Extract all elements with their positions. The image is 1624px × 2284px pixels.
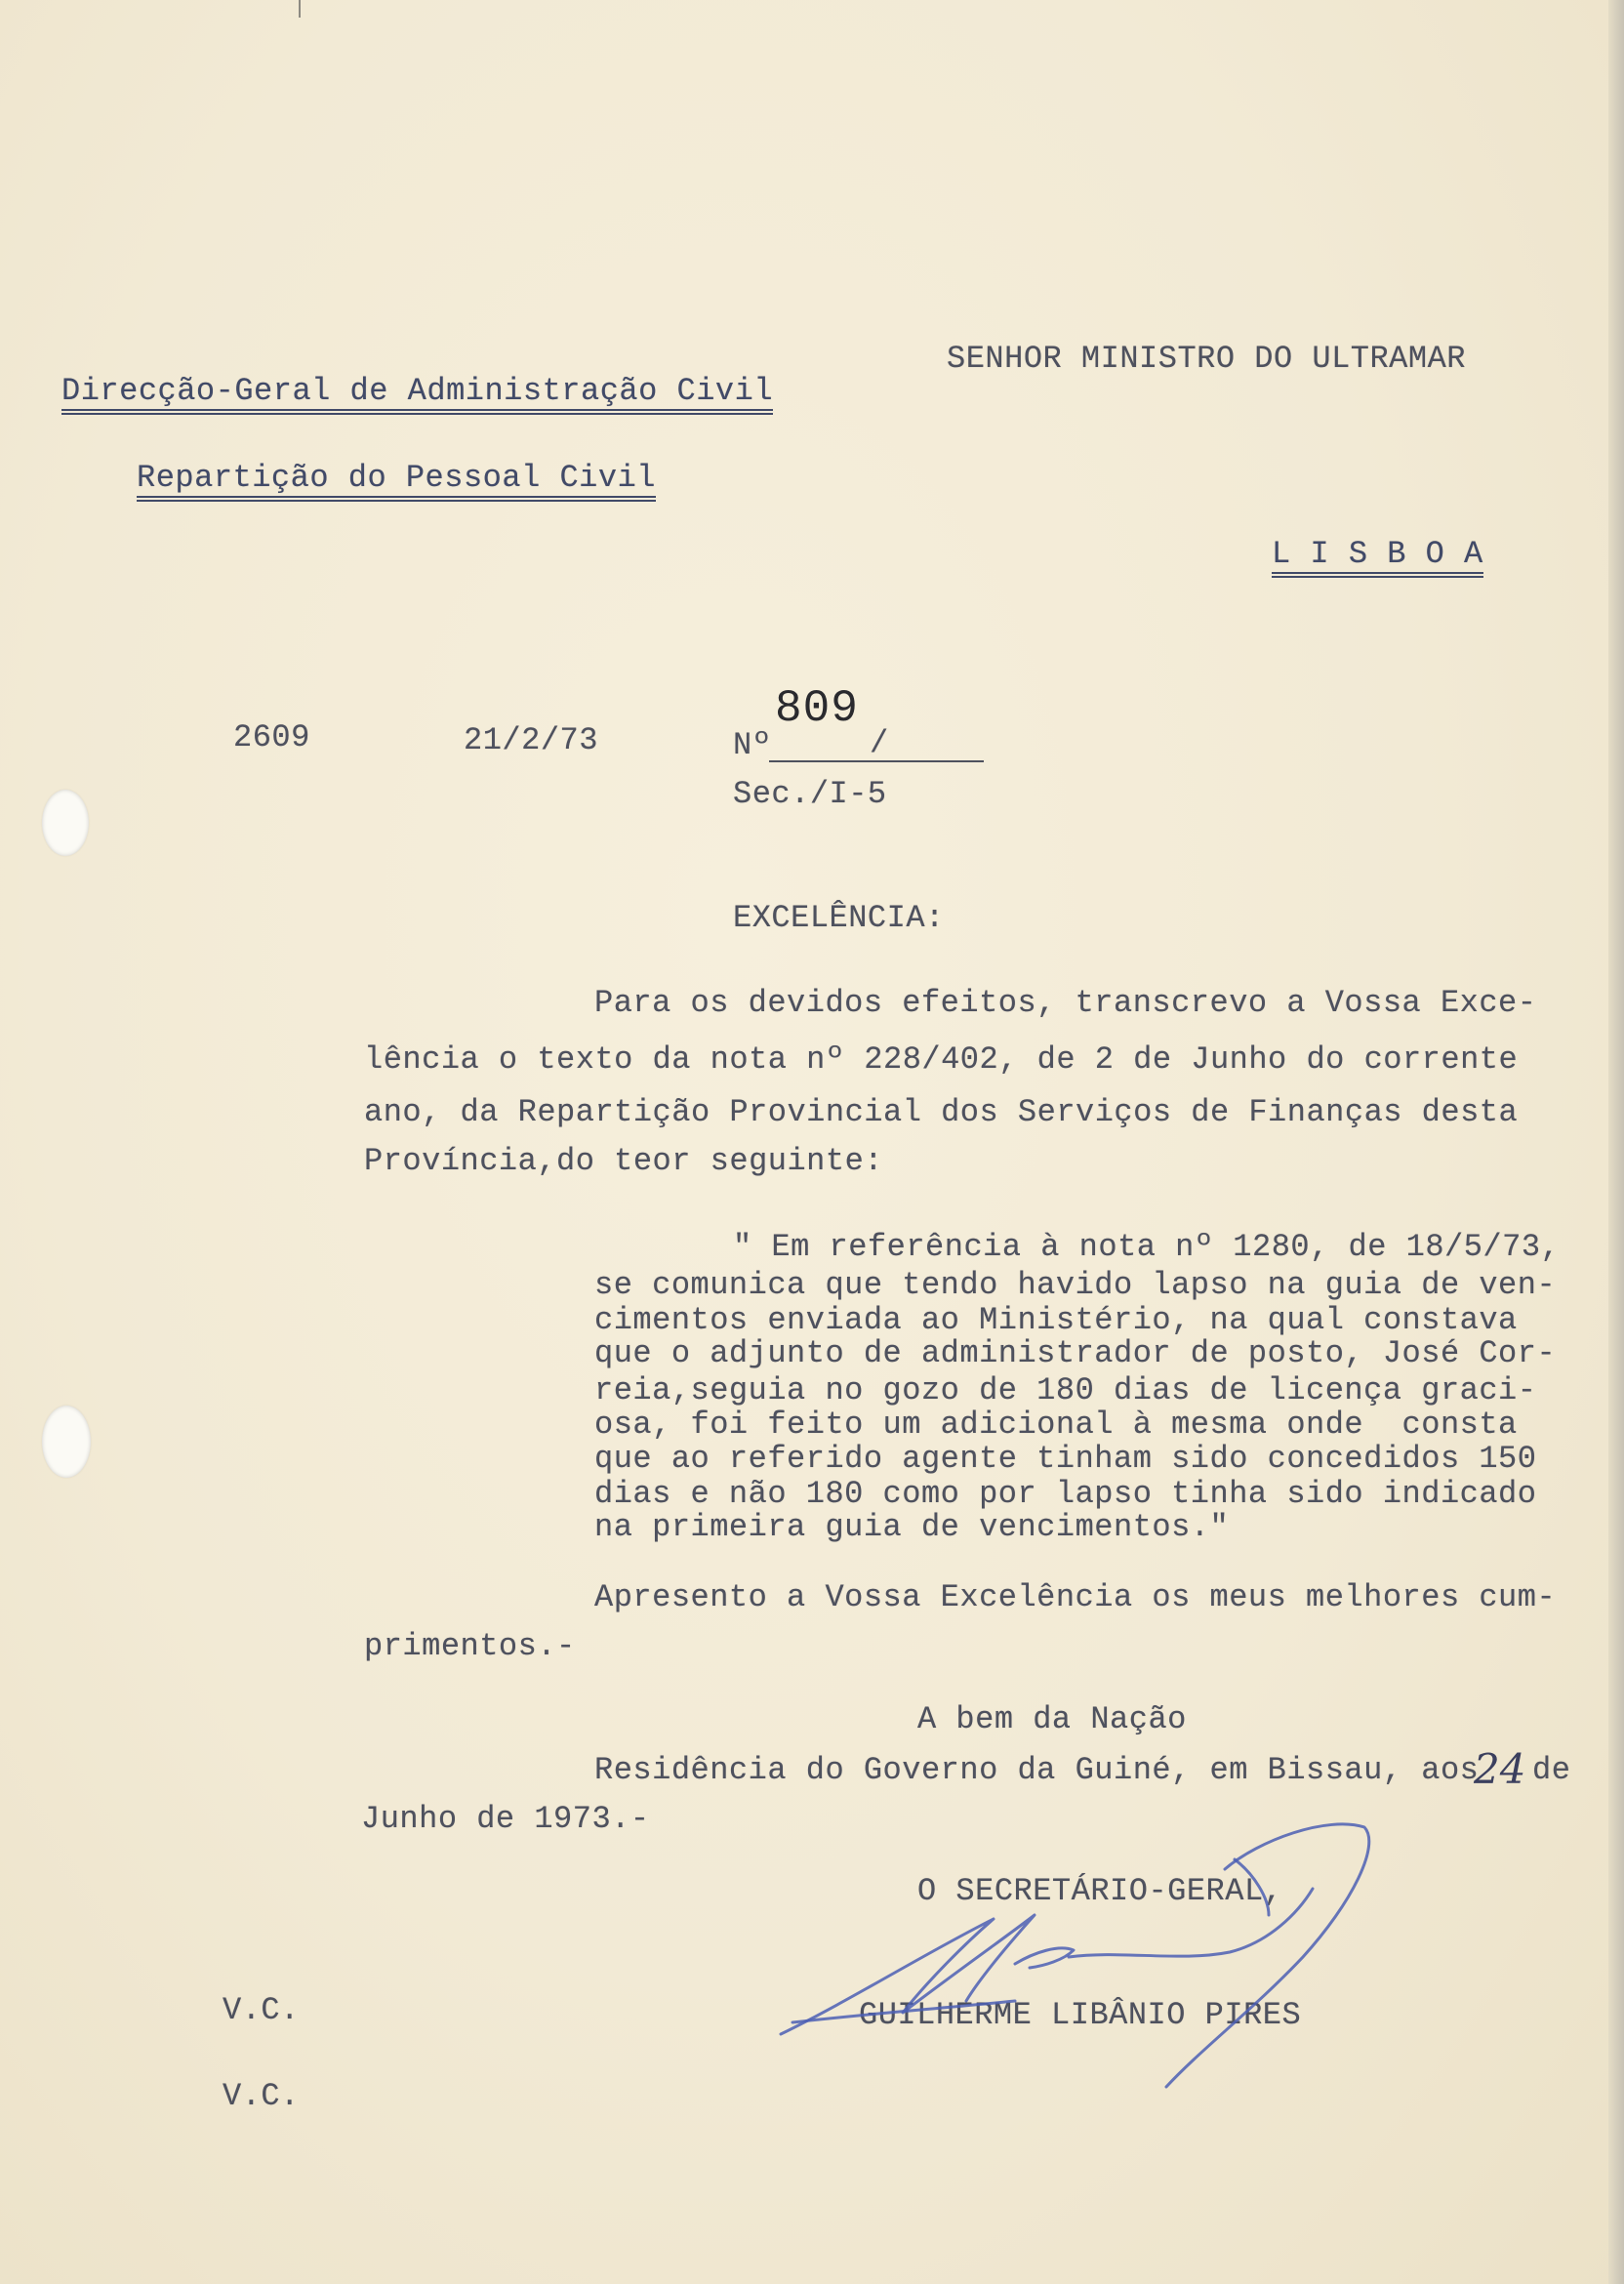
quote-line: cimentos enviada ao Ministério, na qual constava (594, 1302, 1518, 1338)
place-line: Residência do Governo da Guiné, em Bissau, aos (594, 1752, 1480, 1788)
signer-name: GUILHERME LIBÂNIO PIRES (859, 1997, 1302, 2033)
punch-hole-top (42, 790, 89, 856)
date-line: Junho de 1973.- (361, 1801, 650, 1837)
annotation-vc: V.C. (223, 1992, 300, 2028)
text-line: primentos.- (364, 1628, 576, 1664)
quote-line: reia,seguia no gozo de 180 dias de licença graci- (594, 1372, 1537, 1408)
city-heading: L I S B O A (1272, 537, 1483, 578)
section-code: Sec./I-5 (733, 776, 887, 812)
paper-right-edge (1608, 0, 1624, 2284)
quote-line: dias e não 180 como por lapso tinha sido indicado (594, 1476, 1537, 1512)
number-suffix: / (870, 725, 889, 761)
number-label: Nº (733, 727, 772, 763)
recipient-line: SENHOR MINISTRO DO ULTRAMAR (947, 341, 1466, 377)
reference-date: 21/2/73 (464, 722, 598, 758)
number-underline (769, 760, 984, 762)
stamped-number: 809 (775, 683, 859, 734)
text-line: ano, da Repartição Provincial dos Serviços de Finanças desta (364, 1094, 1519, 1130)
paper-mark (299, 0, 301, 18)
signature-stroke (1015, 1948, 1074, 1968)
quote-line: " Em referência à nota nº 1280, de 18/5/73, (733, 1229, 1561, 1265)
motto: A bem da Nação (917, 1701, 1187, 1737)
quote-line: que o adjunto de administrador de posto, José Cor- (594, 1335, 1557, 1371)
text-line: Para os devidos efeitos, transcrevo a Vossa Exce- (594, 985, 1537, 1021)
quote-line: na primeira guia de vencimentos." (594, 1509, 1230, 1545)
quote-line: que ao referido agente tinham sido concedidos 150 (594, 1441, 1537, 1477)
punch-hole-bottom (42, 1406, 91, 1478)
quote-line: se comunica que tendo havido lapso na guia de ven- (594, 1267, 1557, 1303)
handwritten-day: 24 (1474, 1745, 1526, 1793)
place-line-end: de (1532, 1752, 1571, 1788)
annotation-vc: V.C. (223, 2078, 300, 2114)
text-line: Província,do teor seguinte: (364, 1143, 883, 1179)
department-heading: Repartição do Pessoal Civil (137, 461, 656, 502)
text-line: Apresento a Vossa Excelência os meus melhores cum- (594, 1579, 1557, 1615)
file-number: 2609 (233, 719, 310, 755)
salutation: EXCELÊNCIA: (733, 900, 945, 936)
directorate-heading: Direcção-Geral de Administração Civil (61, 374, 773, 415)
signer-title: O SECRETÁRIO-GERAL, (917, 1873, 1283, 1909)
quote-line: osa, foi feito um adicional à mesma onde consta (594, 1407, 1518, 1443)
signature-stroke (1166, 1824, 1369, 2087)
text-line: lência o texto da nota nº 228/402, de 2 de Junho do corrente (364, 1041, 1519, 1078)
